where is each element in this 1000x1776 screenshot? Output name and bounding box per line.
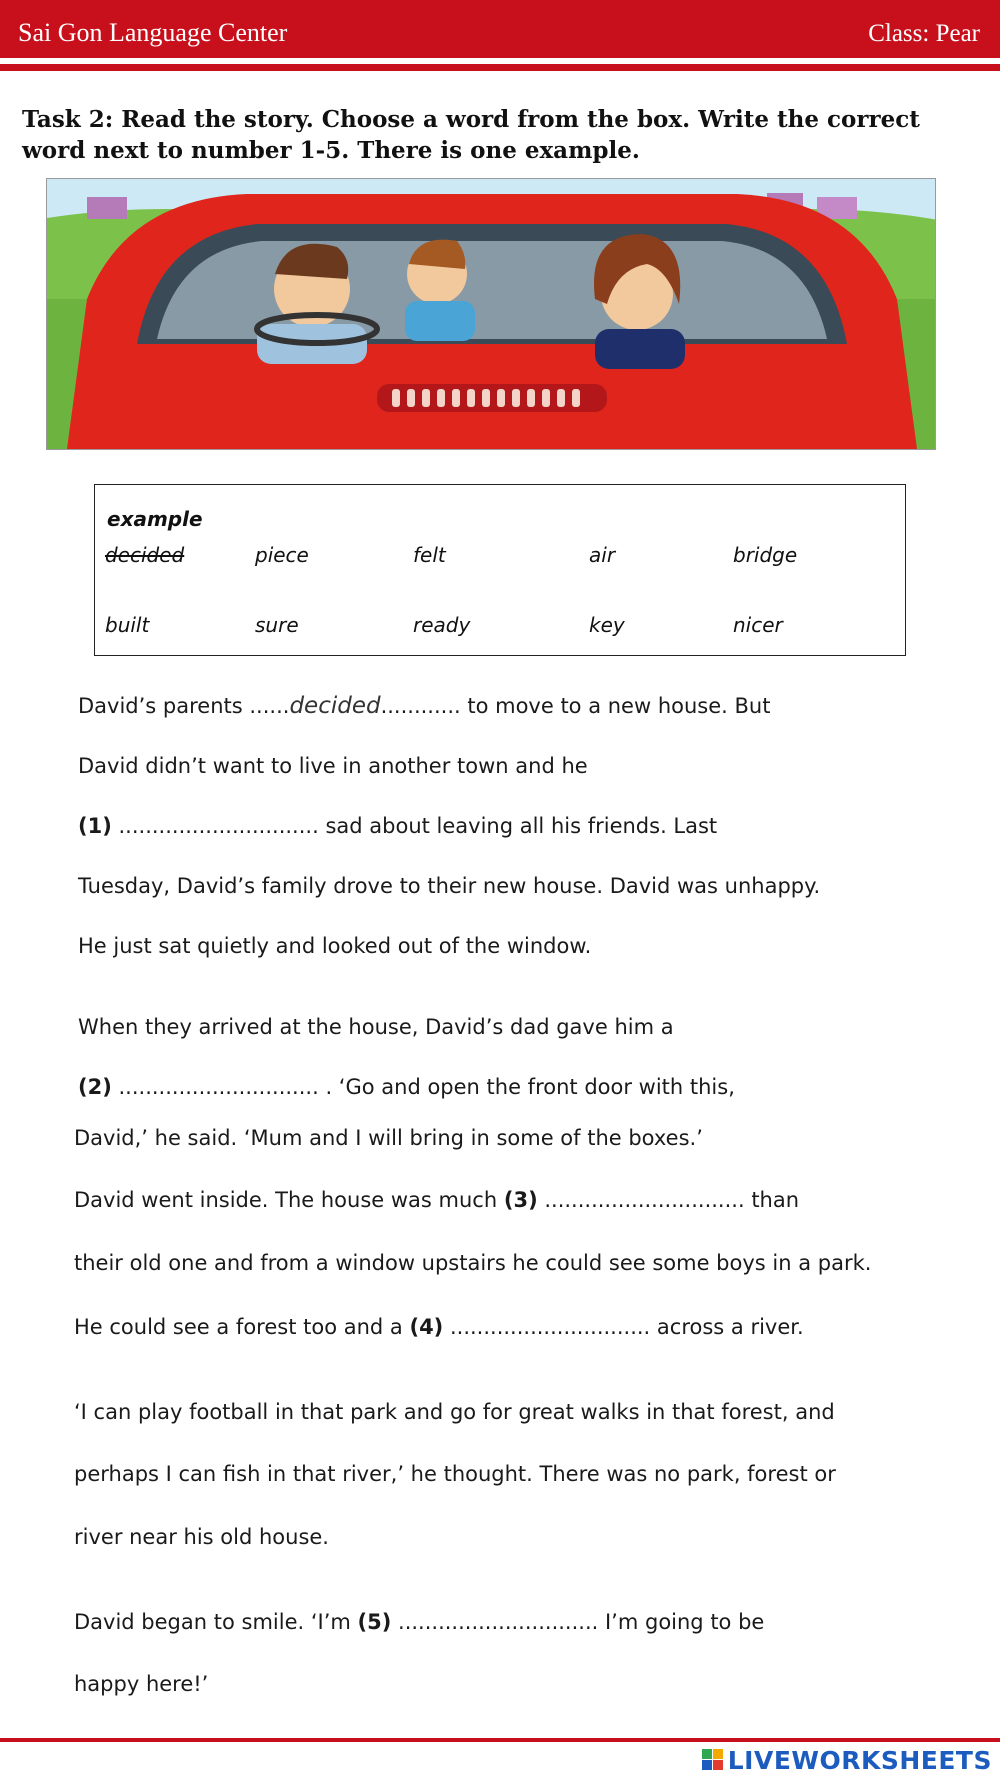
example-answer: decided <box>289 693 381 719</box>
story-line-7 <box>78 1075 735 1099</box>
center-name: Sai Gon Language Center <box>18 18 288 47</box>
story-line-16: happy here!’ <box>74 1672 209 1696</box>
story-line-11 <box>74 1315 804 1339</box>
word-sure: sure <box>255 613 299 637</box>
word-box-title: example <box>107 507 203 531</box>
gap-5-input[interactable]: .............................. <box>398 1610 599 1634</box>
gap-4-input[interactable]: .............................. <box>449 1315 651 1339</box>
gap-1-input[interactable]: .............................. <box>118 814 319 838</box>
word-piece: piece <box>255 543 309 567</box>
word-ready: ready <box>413 613 471 637</box>
story-line-9-text: David went inside. The house was much <box>74 1188 498 1212</box>
word-felt: felt <box>413 543 446 567</box>
gap-2-number: (2) <box>78 1075 112 1099</box>
story-line-1 <box>78 693 770 719</box>
story-line-9 <box>74 1188 799 1212</box>
story-line-5: He just sat quietly and looked out of the window. <box>78 934 592 958</box>
gap-5-number: (5) <box>357 1610 392 1634</box>
story-line-2: David didn’t want to live in another town and he <box>78 754 588 778</box>
story-line-10: their old one and from a window upstairs he could see some boys in a park. <box>74 1251 872 1275</box>
word-built: built <box>105 613 150 637</box>
story-line-4: Tuesday, David’s family drove to their new house. David was unhappy. <box>78 874 821 898</box>
word-air: air <box>589 543 616 567</box>
story-line-3 <box>78 814 717 838</box>
gap-2-input[interactable]: .............................. <box>118 1075 319 1099</box>
brand-name: LIVEWORKSHEETS <box>727 1745 992 1775</box>
word-key: key <box>589 613 625 637</box>
footer-divider <box>0 1738 1000 1742</box>
gap-4-number: (4) <box>409 1315 444 1339</box>
story-line-1-end: ............ to move to a new house. But <box>380 694 771 718</box>
story-line-15-text: David began to smile. ‘I’m <box>74 1610 351 1634</box>
class-label: Class: Pear <box>868 20 980 47</box>
word-bridge: bridge <box>733 543 798 567</box>
story-line-11-end: across a river. <box>656 1315 804 1339</box>
story-line-1-start: David’s parents ...... <box>78 694 290 718</box>
story-line-14: river near his old house. <box>74 1525 329 1549</box>
gap-1-number: (1) <box>78 814 112 838</box>
story-line-9-end: than <box>751 1188 800 1212</box>
story-line-7-text: . ‘Go and open the front door with this, <box>325 1075 735 1099</box>
task-instruction: Task 2: Read the story. Choose a word from the box. Write the correct word next to number 1-5. There is one example. <box>22 106 920 164</box>
gap-3-input[interactable]: .............................. <box>544 1188 745 1212</box>
story-line-8: David,’ he said. ‘Mum and I will bring in some of the boxes.’ <box>74 1126 703 1150</box>
story-line-15-end: I’m going to be <box>604 1610 765 1634</box>
liveworksheets-logo[interactable] <box>702 1746 992 1774</box>
story-line-6: When they arrived at the house, David’s dad gave him a <box>78 1015 674 1039</box>
story-line-12: ‘I can play football in that park and go for great walks in that forest, and <box>74 1400 835 1424</box>
word-nicer: nicer <box>733 613 783 637</box>
liveworksheets-icon <box>702 1749 724 1771</box>
story-line-15 <box>74 1610 764 1634</box>
story-line-11-text: He could see a forest too and a <box>74 1315 403 1339</box>
story-line-13: perhaps I can fish in that river,’ he thought. There was no park, forest or <box>74 1462 836 1486</box>
word-decided: decided <box>105 543 185 567</box>
gap-3-number: (3) <box>503 1188 538 1212</box>
story-line-3-text: sad about leaving all his friends. Last <box>325 814 718 838</box>
